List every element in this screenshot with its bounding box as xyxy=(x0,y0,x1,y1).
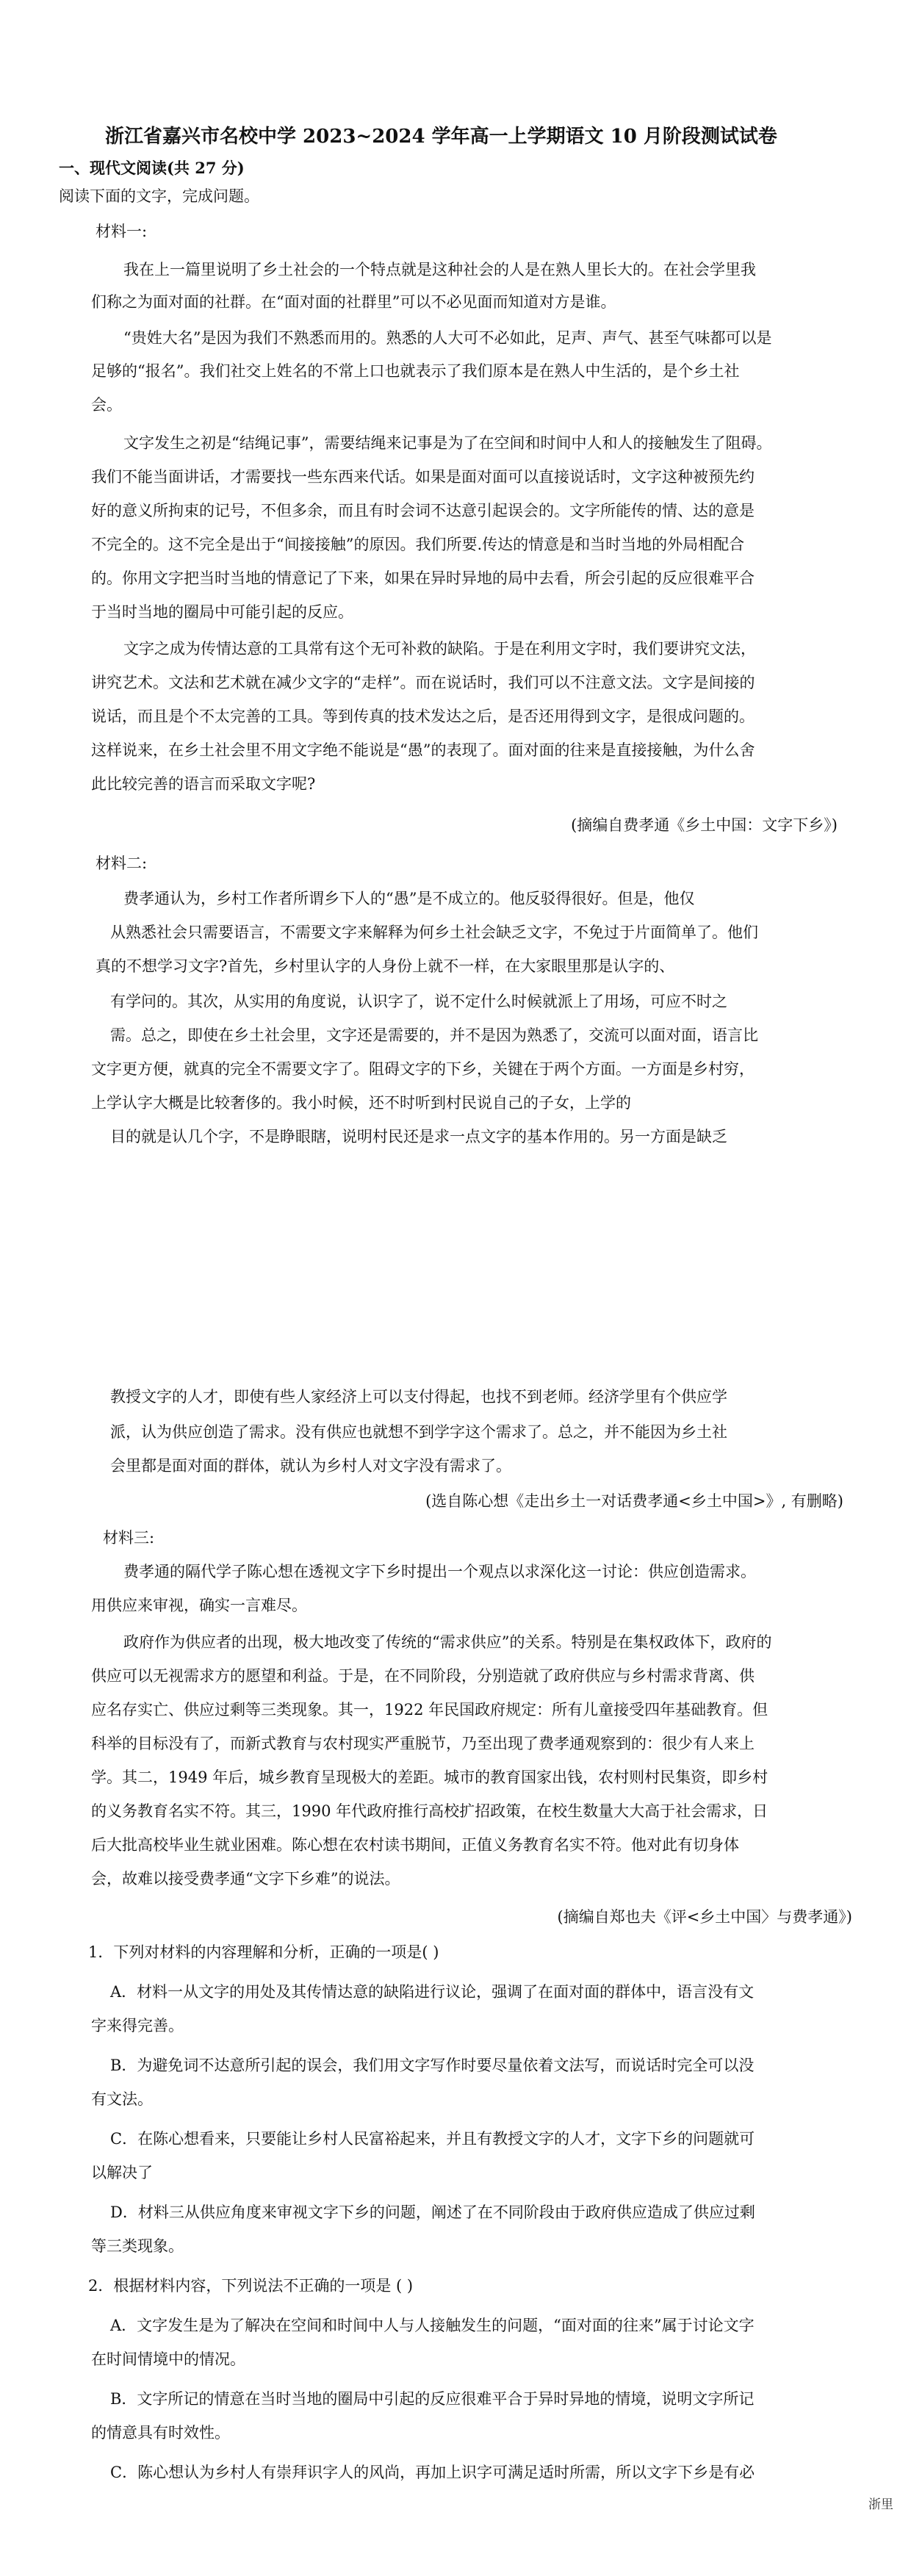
paragraph-line: 于当时当地的圈局中可能引起的反应。 xyxy=(91,603,353,621)
paragraph-line: 我们不能当面讲话，才需要找一些东西来代话。如果是面对面可以直接说话时，文字这种被预先约 xyxy=(91,468,755,486)
paragraph-line: 文字更方便，就真的完全不需要文字了。阻碍文字的下乡，关键在于两个方面。一方面是乡村穷， xyxy=(91,1060,755,1078)
paragraph-line: 不完全的。这不完全是出于“间接接触”的原因。我们所要.传达的情意是和当时当地的外局相配合 xyxy=(91,536,745,553)
paragraph-line: 政府作为供应者的出现，极大地改变了传统的“需求供应”的关系。特别是在集权政体下，政府的 xyxy=(123,1633,772,1651)
paragraph-line: 文字发生之初是“结绳记事”，需要结绳来记事是为了在空间和时间中人和人的接触发生了阻碍。 xyxy=(123,434,772,452)
paragraph-line: 真的不想学习文字?首先，乡村里认字的人身份上就不一样，在大家眼里那是认字的、 xyxy=(96,957,675,975)
paragraph-line: 此比较完善的语言而采取文字呢? xyxy=(91,775,316,793)
paragraph-line: 我在上一篇里说明了乡土社会的一个特点就是这种社会的人是在熟人里长大的。在社会学里我 xyxy=(123,261,756,278)
question-2-option-b: B．文字所记的情意在当时当地的圈局中引起的反应很难平合于异时异地的情境，说明文字所记 xyxy=(110,2390,755,2408)
paragraph-line: 科举的目标没有了，而新式教育与农村现实严重脱节，乃至出现了费孝通观察到的：很少有人来上 xyxy=(91,1735,755,1752)
paragraph-line: 有学问的。其次，从实用的角度说，认识字了，说不定什么时候就派上了用场，可应不时之 xyxy=(110,993,727,1010)
corner-mark: 浙里 xyxy=(868,2497,893,2512)
question-1-option-d-cont: 等三类现象。 xyxy=(91,2237,184,2255)
paragraph-line: 派，认为供应创造了需求。没有供应也就想不到学字这个需求了。总之，并不能因为乡土社 xyxy=(110,1423,727,1441)
paragraph-line: 的义务教育名实不符。其三，1990 年代政府推行高校扩招政策，在校生数量大大高于社会需求，日 xyxy=(91,1802,768,1820)
question-1-option-a-cont: 字来得完善。 xyxy=(91,2017,184,2034)
question-2-stem: 2．根据材料内容，下列说法不正确的一项是 ( ) xyxy=(88,2277,414,2295)
paragraph-line: 供应可以无视需求方的愿望和利益。于是，在不同阶段，分别造就了政府供应与乡村需求背离、供 xyxy=(91,1667,755,1685)
question-1-stem: 1．下列对材料的内容理解和分析，正确的一项是( ) xyxy=(88,1943,439,1961)
question-1-option-c: C．在陈心想看来，只要能让乡村人民富裕起来，并且有教授文字的人才，文字下乡的问题就可 xyxy=(110,2130,755,2148)
paragraph-line: 用供应来审视，确实一言难尽。 xyxy=(91,1597,307,1614)
material-2-source: (选自陈心想《走出乡土一对话费孝通<乡土中国>》, 有删略) xyxy=(425,1492,843,1510)
material-2-label: 材料二: xyxy=(96,855,148,872)
paragraph-line: 说话，而且是个不太完善的工具。等到传真的技术发达之后，是否还用得到文字，是很成问题的。 xyxy=(91,708,755,725)
paragraph-line: 费孝通认为，乡村工作者所谓乡下人的“愚”是不成立的。他反驳得很好。但是，他仅 xyxy=(123,890,695,907)
paragraph-line: 需。总之，即使在乡土社会里，文字还是需要的，并不是因为熟悉了，交流可以面对面，语言比 xyxy=(110,1026,758,1044)
question-2-option-a-cont: 在时间情境中的情况。 xyxy=(91,2350,245,2368)
paragraph-line: 们称之为面对面的社群。在“面对面的社群里”可以不必见面而知道对方是谁。 xyxy=(91,293,616,311)
question-1-option-b-cont: 有文法。 xyxy=(91,2090,153,2108)
paragraph-line: 从熟悉社会只需要语言，不需要文字来解释为何乡土社会缺乏文字，不免过于片面简单了。他们 xyxy=(110,924,758,941)
paragraph-line: 讲究艺术。文法和艺术就在减少文字的“走样”。而在说话时，我们可以不注意文法。文字是间接的 xyxy=(91,674,755,691)
material-1-source: (摘编自费孝通《乡土中国：文字下乡》) xyxy=(571,816,838,834)
question-1-option-c-cont: 以解决了 xyxy=(91,2164,153,2181)
exam-title: 浙江省嘉兴市名校中学 2023~2024 学年高一上学期语文 10 月阶段测试试卷 xyxy=(105,126,777,148)
paragraph-line: 足够的“报名”。我们社交上姓名的不常上口也就表示了我们原本是在熟人中生活的，是个乡土社 xyxy=(91,362,740,380)
question-1-option-a: A．材料一从文字的用处及其传情达意的缺陷进行议论，强调了在面对面的群体中，语言没有文 xyxy=(110,1983,755,2001)
reading-instruction: 阅读下面的文字，完成问题。 xyxy=(59,187,259,205)
question-2-option-a: A．文字发生是为了解决在空间和时间中人与人接触发生的问题，“面对面的往来”属于讨论文字 xyxy=(110,2317,755,2334)
paragraph-line: 文字之成为传情达意的工具常有这个无可补救的缺陷。于是在利用文字时，我们要讲究文法， xyxy=(123,640,756,658)
paragraph-line: 应名存实亡、供应过剩等三类现象。其一，1922 年民国政府规定：所有儿童接受四年基础教育。但 xyxy=(91,1701,768,1719)
paragraph-line: 好的意义所拘束的记号，不但多余，而且有时会词不达意引起误会的。文字所能传的情、达的意是 xyxy=(91,502,755,519)
question-1-option-b: B．为避免词不达意所引起的误会，我们用文字写作时要尽量依着文法写，而说话时完全可以没 xyxy=(110,2057,755,2074)
paragraph-line: 后大批高校毕业生就业困难。陈心想在农村读书期间，正值义务教育名实不符。他对此有切身体 xyxy=(91,1836,739,1854)
material-1-label: 材料一: xyxy=(96,223,148,240)
material-3-label: 材料三: xyxy=(103,1529,155,1547)
paragraph-line: 会，故难以接受费孝通“文字下乡难”的说法。 xyxy=(91,1870,400,1888)
paragraph-line: 上学认字大概是比较奢侈的。我小时候，还不时听到村民说自己的子女，上学的 xyxy=(91,1094,631,1112)
paragraph-line: “贵姓大名”是因为我们不熟悉而用的。熟悉的人大可不必如此，足声、声气、甚至气味都可以是 xyxy=(123,329,772,347)
paragraph-line: 教授文字的人才，即使有些人家经济上可以支付得起，也找不到老师。经济学里有个供应学 xyxy=(110,1388,727,1406)
section-heading: 一、现代文阅读(共 27 分) xyxy=(59,159,245,177)
paragraph-line: 会。 xyxy=(91,396,122,414)
paragraph-line: 这样说来，在乡土社会里不用文字绝不能说是“愚”的表现了。面对面的往来是直接接触，为什么舍 xyxy=(91,741,755,759)
paragraph-line: 费孝通的隔代学子陈心想在透视文字下乡时提出一个观点以求深化这一讨论：供应创造需求。 xyxy=(123,1563,756,1580)
paragraph-line: 学。其二，1949 年后，城乡教育呈现极大的差距。城市的教育国家出钱，农村则村民集资，即乡村 xyxy=(91,1769,768,1786)
question-1-option-d: D．材料三从供应角度来审视文字下乡的问题，阐述了在不同阶段由于政府供应造成了供应过剩 xyxy=(110,2203,755,2221)
question-2-option-b-cont: 的情意具有时效性。 xyxy=(91,2424,230,2442)
question-2-option-c: C．陈心想认为乡村人有崇拜识字人的风尚，再加上识字可满足适时所需，所以文字下乡是有必 xyxy=(110,2464,755,2481)
paragraph-line: 目的就是认几个字，不是睁眼瞎，说明村民还是求一点文字的基本作用的。另一方面是缺乏 xyxy=(110,1128,727,1145)
paragraph-line: 的。你用文字把当时当地的情意记了下来，如果在异时异地的局中去看，所会引起的反应很难平合 xyxy=(91,569,755,587)
paragraph-line: 会里都是面对面的群体，就认为乡村人对文字没有需求了。 xyxy=(110,1457,511,1475)
material-3-source: (摘编自郑也夫《评<乡土中国〉与费孝通》) xyxy=(557,1908,852,1926)
